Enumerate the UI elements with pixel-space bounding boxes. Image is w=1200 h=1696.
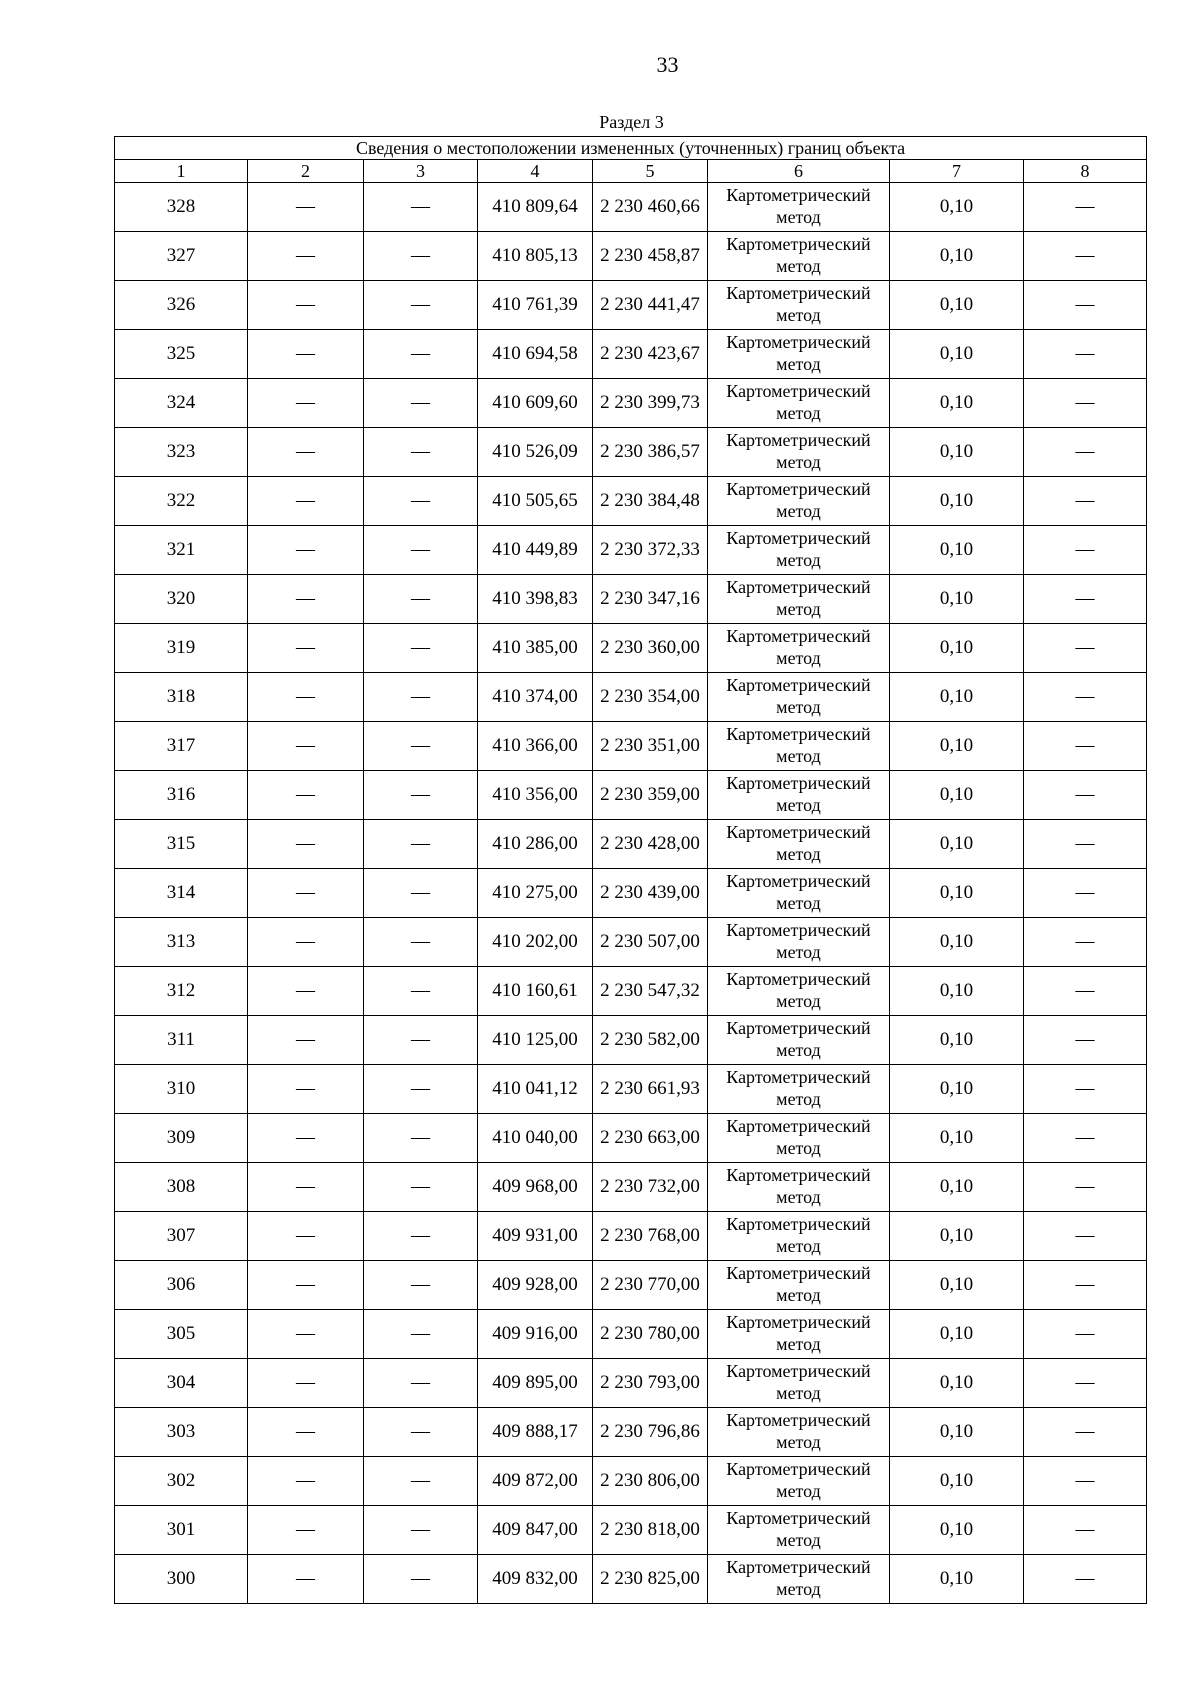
point-number-cell: 313 — [115, 918, 248, 967]
column-8-cell: — — [1024, 575, 1147, 624]
point-number-cell: 326 — [115, 281, 248, 330]
column-3-cell: — — [364, 1359, 478, 1408]
y-coordinate-cell: 2 230 780,00 — [593, 1310, 708, 1359]
y-coordinate-cell: 2 230 547,32 — [593, 967, 708, 1016]
column-2-cell: — — [248, 477, 364, 526]
accuracy-cell: 0,10 — [890, 232, 1024, 281]
column-number-3: 3 — [364, 160, 478, 183]
column-3-cell: — — [364, 1163, 478, 1212]
accuracy-cell: 0,10 — [890, 1408, 1024, 1457]
column-8-cell: — — [1024, 526, 1147, 575]
y-coordinate-cell: 2 230 825,00 — [593, 1555, 708, 1604]
y-coordinate-cell: 2 230 661,93 — [593, 1065, 708, 1114]
column-8-cell: — — [1024, 1114, 1147, 1163]
method-cell: Картометрический метод — [708, 281, 890, 330]
table-row — [115, 575, 1147, 624]
column-2-cell: — — [248, 1016, 364, 1065]
x-coordinate-cell: 410 609,60 — [478, 379, 593, 428]
accuracy-cell: 0,10 — [890, 477, 1024, 526]
column-3-cell: — — [364, 624, 478, 673]
column-3-cell: — — [364, 477, 478, 526]
accuracy-cell: 0,10 — [890, 771, 1024, 820]
column-8-cell: — — [1024, 1408, 1147, 1457]
point-number-cell: 310 — [115, 1065, 248, 1114]
column-2-cell: — — [248, 1555, 364, 1604]
table-row — [115, 1065, 1147, 1114]
table-row — [115, 1555, 1147, 1604]
column-2-cell: — — [248, 526, 364, 575]
column-3-cell: — — [364, 771, 478, 820]
method-cell: Картометрический метод — [708, 1016, 890, 1065]
method-cell: Картометрический метод — [708, 918, 890, 967]
column-3-cell: — — [364, 428, 478, 477]
table-row — [115, 232, 1147, 281]
method-cell: Картометрический метод — [708, 526, 890, 575]
column-3-cell: — — [364, 1261, 478, 1310]
point-number-cell: 328 — [115, 183, 248, 232]
accuracy-cell: 0,10 — [890, 722, 1024, 771]
point-number-cell: 311 — [115, 1016, 248, 1065]
y-coordinate-cell: 2 230 663,00 — [593, 1114, 708, 1163]
y-coordinate-cell: 2 230 384,48 — [593, 477, 708, 526]
method-cell: Картометрический метод — [708, 1506, 890, 1555]
column-3-cell: — — [364, 673, 478, 722]
x-coordinate-cell: 410 160,61 — [478, 967, 593, 1016]
method-cell: Картометрический метод — [708, 1310, 890, 1359]
x-coordinate-cell: 410 202,00 — [478, 918, 593, 967]
column-3-cell: — — [364, 722, 478, 771]
point-number-cell: 322 — [115, 477, 248, 526]
method-cell: Картометрический метод — [708, 1555, 890, 1604]
column-2-cell: — — [248, 673, 364, 722]
accuracy-cell: 0,10 — [890, 1310, 1024, 1359]
method-cell: Картометрический метод — [708, 771, 890, 820]
column-8-cell: — — [1024, 428, 1147, 477]
x-coordinate-cell: 410 809,64 — [478, 183, 593, 232]
column-3-cell: — — [364, 1506, 478, 1555]
point-number-cell: 303 — [115, 1408, 248, 1457]
point-number-cell: 324 — [115, 379, 248, 428]
table-row — [115, 624, 1147, 673]
y-coordinate-cell: 2 230 360,00 — [593, 624, 708, 673]
y-coordinate-cell: 2 230 359,00 — [593, 771, 708, 820]
method-cell: Картометрический метод — [708, 477, 890, 526]
x-coordinate-cell: 410 040,00 — [478, 1114, 593, 1163]
accuracy-cell: 0,10 — [890, 1016, 1024, 1065]
column-number-4: 4 — [478, 160, 593, 183]
column-2-cell: — — [248, 967, 364, 1016]
column-3-cell: — — [364, 281, 478, 330]
boundary-table-container — [114, 136, 1146, 1604]
accuracy-cell: 0,10 — [890, 1506, 1024, 1555]
y-coordinate-cell: 2 230 806,00 — [593, 1457, 708, 1506]
boundary-coordinates-table — [114, 136, 1147, 1604]
column-number-5: 5 — [593, 160, 708, 183]
point-number-cell: 306 — [115, 1261, 248, 1310]
column-3-cell: — — [364, 1457, 478, 1506]
accuracy-cell: 0,10 — [890, 869, 1024, 918]
accuracy-cell: 0,10 — [890, 575, 1024, 624]
column-3-cell: — — [364, 1555, 478, 1604]
y-coordinate-cell: 2 230 770,00 — [593, 1261, 708, 1310]
accuracy-cell: 0,10 — [890, 1163, 1024, 1212]
column-2-cell: — — [248, 1261, 364, 1310]
y-coordinate-cell: 2 230 347,16 — [593, 575, 708, 624]
point-number-cell: 325 — [115, 330, 248, 379]
y-coordinate-cell: 2 230 796,86 — [593, 1408, 708, 1457]
column-2-cell: — — [248, 722, 364, 771]
point-number-cell: 300 — [115, 1555, 248, 1604]
table-row — [115, 918, 1147, 967]
method-cell: Картометрический метод — [708, 869, 890, 918]
accuracy-cell: 0,10 — [890, 1114, 1024, 1163]
column-3-cell: — — [364, 820, 478, 869]
accuracy-cell: 0,10 — [890, 330, 1024, 379]
column-8-cell: — — [1024, 869, 1147, 918]
column-2-cell: — — [248, 330, 364, 379]
column-8-cell: — — [1024, 918, 1147, 967]
method-cell: Картометрический метод — [708, 1114, 890, 1163]
point-number-cell: 307 — [115, 1212, 248, 1261]
x-coordinate-cell: 409 968,00 — [478, 1163, 593, 1212]
x-coordinate-cell: 410 041,12 — [478, 1065, 593, 1114]
table-row — [115, 281, 1147, 330]
column-8-cell: — — [1024, 722, 1147, 771]
column-3-cell: — — [364, 1016, 478, 1065]
y-coordinate-cell: 2 230 507,00 — [593, 918, 708, 967]
x-coordinate-cell: 409 872,00 — [478, 1457, 593, 1506]
x-coordinate-cell: 410 366,00 — [478, 722, 593, 771]
y-coordinate-cell: 2 230 441,47 — [593, 281, 708, 330]
x-coordinate-cell: 410 398,83 — [478, 575, 593, 624]
column-2-cell: — — [248, 624, 364, 673]
method-cell: Картометрический метод — [708, 624, 890, 673]
column-3-cell: — — [364, 869, 478, 918]
column-2-cell: — — [248, 1114, 364, 1163]
column-number-8: 8 — [1024, 160, 1147, 183]
table-caption: Сведения о местоположении измененных (уточненных) границ объекта — [115, 137, 1147, 160]
x-coordinate-cell: 409 928,00 — [478, 1261, 593, 1310]
x-coordinate-cell: 410 449,89 — [478, 526, 593, 575]
y-coordinate-cell: 2 230 386,57 — [593, 428, 708, 477]
column-8-cell: — — [1024, 1212, 1147, 1261]
table-row — [115, 967, 1147, 1016]
method-cell: Картометрический метод — [708, 967, 890, 1016]
y-coordinate-cell: 2 230 372,33 — [593, 526, 708, 575]
column-8-cell: — — [1024, 281, 1147, 330]
point-number-cell: 308 — [115, 1163, 248, 1212]
accuracy-cell: 0,10 — [890, 1457, 1024, 1506]
table-body — [115, 183, 1147, 1604]
x-coordinate-cell: 410 526,09 — [478, 428, 593, 477]
column-3-cell: — — [364, 379, 478, 428]
table-row — [115, 1212, 1147, 1261]
column-3-cell: — — [364, 330, 478, 379]
section-title: Раздел 3 — [599, 112, 664, 132]
column-2-cell: — — [248, 918, 364, 967]
column-8-cell: — — [1024, 967, 1147, 1016]
column-8-cell: — — [1024, 1261, 1147, 1310]
column-3-cell: — — [364, 526, 478, 575]
accuracy-cell: 0,10 — [890, 379, 1024, 428]
column-number-2: 2 — [248, 160, 364, 183]
point-number-cell: 317 — [115, 722, 248, 771]
accuracy-cell: 0,10 — [890, 428, 1024, 477]
column-number-6: 6 — [708, 160, 890, 183]
column-2-cell: — — [248, 1359, 364, 1408]
column-2-cell: — — [248, 869, 364, 918]
method-cell: Картометрический метод — [708, 1457, 890, 1506]
table-row — [115, 1016, 1147, 1065]
y-coordinate-cell: 2 230 428,00 — [593, 820, 708, 869]
method-cell: Картометрический метод — [708, 1163, 890, 1212]
column-3-cell: — — [364, 1212, 478, 1261]
point-number-cell: 301 — [115, 1506, 248, 1555]
column-8-cell: — — [1024, 1163, 1147, 1212]
accuracy-cell: 0,10 — [890, 183, 1024, 232]
column-2-cell: — — [248, 232, 364, 281]
table-row — [115, 330, 1147, 379]
column-8-cell: — — [1024, 1359, 1147, 1408]
column-8-cell: — — [1024, 673, 1147, 722]
table-row — [115, 1163, 1147, 1212]
y-coordinate-cell: 2 230 460,66 — [593, 183, 708, 232]
column-3-cell: — — [364, 232, 478, 281]
accuracy-cell: 0,10 — [890, 1065, 1024, 1114]
y-coordinate-cell: 2 230 423,67 — [593, 330, 708, 379]
table-row — [115, 1114, 1147, 1163]
column-8-cell: — — [1024, 1506, 1147, 1555]
column-8-cell: — — [1024, 232, 1147, 281]
method-cell: Картометрический метод — [708, 330, 890, 379]
y-coordinate-cell: 2 230 768,00 — [593, 1212, 708, 1261]
accuracy-cell: 0,10 — [890, 820, 1024, 869]
method-cell: Картометрический метод — [708, 1359, 890, 1408]
y-coordinate-cell: 2 230 351,00 — [593, 722, 708, 771]
column-3-cell: — — [364, 967, 478, 1016]
accuracy-cell: 0,10 — [890, 1261, 1024, 1310]
method-cell: Картометрический метод — [708, 379, 890, 428]
point-number-cell: 312 — [115, 967, 248, 1016]
table-row — [115, 1506, 1147, 1555]
column-2-cell: — — [248, 575, 364, 624]
column-8-cell: — — [1024, 477, 1147, 526]
y-coordinate-cell: 2 230 793,00 — [593, 1359, 708, 1408]
column-8-cell: — — [1024, 183, 1147, 232]
method-cell: Картометрический метод — [708, 575, 890, 624]
y-coordinate-cell: 2 230 439,00 — [593, 869, 708, 918]
column-8-cell: — — [1024, 1065, 1147, 1114]
y-coordinate-cell: 2 230 818,00 — [593, 1506, 708, 1555]
column-2-cell: — — [248, 183, 364, 232]
column-3-cell: — — [364, 918, 478, 967]
column-2-cell: — — [248, 1408, 364, 1457]
x-coordinate-cell: 410 385,00 — [478, 624, 593, 673]
x-coordinate-cell: 410 805,13 — [478, 232, 593, 281]
column-2-cell: — — [248, 1506, 364, 1555]
column-8-cell: — — [1024, 1016, 1147, 1065]
column-3-cell: — — [364, 575, 478, 624]
y-coordinate-cell: 2 230 732,00 — [593, 1163, 708, 1212]
table-row — [115, 1261, 1147, 1310]
column-8-cell: — — [1024, 330, 1147, 379]
method-cell: Картометрический метод — [708, 183, 890, 232]
column-number-7: 7 — [890, 160, 1024, 183]
point-number-cell: 318 — [115, 673, 248, 722]
method-cell: Картометрический метод — [708, 1408, 890, 1457]
x-coordinate-cell: 410 505,65 — [478, 477, 593, 526]
column-3-cell: — — [364, 1310, 478, 1359]
column-8-cell: — — [1024, 771, 1147, 820]
column-2-cell: — — [248, 281, 364, 330]
table-row — [115, 1310, 1147, 1359]
method-cell: Картометрический метод — [708, 1065, 890, 1114]
point-number-cell: 309 — [115, 1114, 248, 1163]
column-numbers-row — [115, 160, 1147, 183]
accuracy-cell: 0,10 — [890, 624, 1024, 673]
y-coordinate-cell: 2 230 582,00 — [593, 1016, 708, 1065]
accuracy-cell: 0,10 — [890, 281, 1024, 330]
table-row — [115, 477, 1147, 526]
accuracy-cell: 0,10 — [890, 1359, 1024, 1408]
point-number-cell: 314 — [115, 869, 248, 918]
method-cell: Картометрический метод — [708, 428, 890, 477]
column-8-cell: — — [1024, 624, 1147, 673]
method-cell: Картометрический метод — [708, 232, 890, 281]
column-2-cell: — — [248, 1163, 364, 1212]
accuracy-cell: 0,10 — [890, 1212, 1024, 1261]
x-coordinate-cell: 409 832,00 — [478, 1555, 593, 1604]
point-number-cell: 323 — [115, 428, 248, 477]
table-row — [115, 771, 1147, 820]
column-3-cell: — — [364, 1114, 478, 1163]
point-number-cell: 319 — [115, 624, 248, 673]
point-number-cell: 315 — [115, 820, 248, 869]
table-row — [115, 183, 1147, 232]
column-2-cell: — — [248, 379, 364, 428]
x-coordinate-cell: 410 286,00 — [478, 820, 593, 869]
x-coordinate-cell: 409 916,00 — [478, 1310, 593, 1359]
point-number-cell: 320 — [115, 575, 248, 624]
column-2-cell: — — [248, 771, 364, 820]
table-row — [115, 820, 1147, 869]
point-number-cell: 304 — [115, 1359, 248, 1408]
accuracy-cell: 0,10 — [890, 967, 1024, 1016]
column-number-1: 1 — [115, 160, 248, 183]
method-cell: Картометрический метод — [708, 722, 890, 771]
table-row — [115, 722, 1147, 771]
point-number-cell: 321 — [115, 526, 248, 575]
point-number-cell: 316 — [115, 771, 248, 820]
y-coordinate-cell: 2 230 458,87 — [593, 232, 708, 281]
x-coordinate-cell: 410 356,00 — [478, 771, 593, 820]
accuracy-cell: 0,10 — [890, 1555, 1024, 1604]
accuracy-cell: 0,10 — [890, 918, 1024, 967]
column-3-cell: — — [364, 183, 478, 232]
table-row — [115, 379, 1147, 428]
column-2-cell: — — [248, 1065, 364, 1114]
y-coordinate-cell: 2 230 399,73 — [593, 379, 708, 428]
column-2-cell: — — [248, 1310, 364, 1359]
table-row — [115, 428, 1147, 477]
x-coordinate-cell: 409 931,00 — [478, 1212, 593, 1261]
column-8-cell: — — [1024, 1310, 1147, 1359]
x-coordinate-cell: 409 847,00 — [478, 1506, 593, 1555]
accuracy-cell: 0,10 — [890, 673, 1024, 722]
method-cell: Картометрический метод — [708, 1261, 890, 1310]
method-cell: Картометрический метод — [708, 673, 890, 722]
x-coordinate-cell: 410 275,00 — [478, 869, 593, 918]
column-8-cell: — — [1024, 379, 1147, 428]
point-number-cell: 302 — [115, 1457, 248, 1506]
x-coordinate-cell: 409 888,17 — [478, 1408, 593, 1457]
method-cell: Картометрический метод — [708, 820, 890, 869]
column-3-cell: — — [364, 1408, 478, 1457]
x-coordinate-cell: 410 694,58 — [478, 330, 593, 379]
point-number-cell: 327 — [115, 232, 248, 281]
x-coordinate-cell: 410 374,00 — [478, 673, 593, 722]
column-2-cell: — — [248, 1212, 364, 1261]
column-2-cell: — — [248, 820, 364, 869]
accuracy-cell: 0,10 — [890, 526, 1024, 575]
page-number: 33 — [656, 52, 679, 77]
column-2-cell: — — [248, 1457, 364, 1506]
y-coordinate-cell: 2 230 354,00 — [593, 673, 708, 722]
x-coordinate-cell: 409 895,00 — [478, 1359, 593, 1408]
table-row — [115, 1408, 1147, 1457]
column-2-cell: — — [248, 428, 364, 477]
point-number-cell: 305 — [115, 1310, 248, 1359]
table-row — [115, 673, 1147, 722]
x-coordinate-cell: 410 761,39 — [478, 281, 593, 330]
column-8-cell: — — [1024, 820, 1147, 869]
column-8-cell: — — [1024, 1457, 1147, 1506]
table-row — [115, 1359, 1147, 1408]
table-row — [115, 1457, 1147, 1506]
x-coordinate-cell: 410 125,00 — [478, 1016, 593, 1065]
table-caption-row — [115, 137, 1147, 160]
column-3-cell: — — [364, 1065, 478, 1114]
table-row — [115, 869, 1147, 918]
table-row — [115, 526, 1147, 575]
column-8-cell: — — [1024, 1555, 1147, 1604]
method-cell: Картометрический метод — [708, 1212, 890, 1261]
